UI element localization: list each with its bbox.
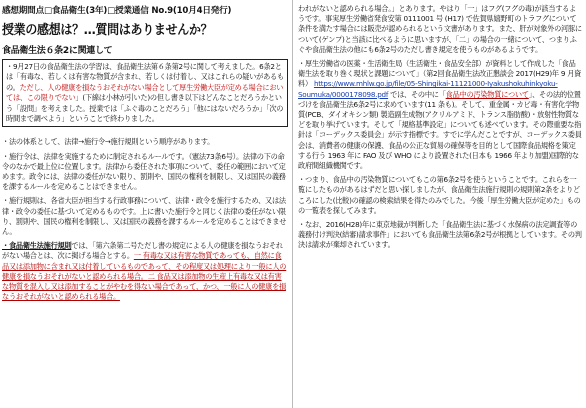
left-column	[2, 0, 288, 408]
paragraph-contaminants: ・つまり、食品中の汚染物質についてもこの第6条2号を使うということです。これらを一覧にしたものがあるはずだと思い探しましたが、食品衛生法施行規則の規則第2条をよりどころにした(比較)の確認の検索結果を得たのみでした。今後「厚生労働大臣が定めた」ものの一覧表を探してみます。	[298, 175, 581, 215]
rules-item-1: 一 有毒な又は有害な物質であっても、自然に食品又は添加物に含まれ又は付着しているものであって、その程度又は処理により一般に人の健康を損なうおそれがないと認められる場合。	[2, 251, 287, 281]
paragraph-court-case: ・なお、2016(H28)年に東京地裁が判断した「食品衛生法に基づく水保病の法定調査等の義務付け判決(結審)請求事件」においても食品衛生法第6条2号が根拠としています。その判決は請求が棄却されています。	[298, 220, 582, 250]
rules-text: では、「第六条第二号ただし書の規定による人の健康を損なうおそれがない場合とは、次に掲げる場合とする。	[2, 241, 283, 261]
section-subtitle: 食品衛生法６条2に関連して	[2, 46, 113, 56]
newsletter-header: 感想期間点□食品衛生(3年)□授業通信 No.9(10月4日発行)	[2, 6, 232, 16]
right-column	[298, 0, 582, 408]
rules-label: ・食品衛生法施行規則	[2, 241, 72, 251]
mhlw-text-3: 」、その法的位置づけを食品衛生法6条2号に求めています(11 条も)。そして、重金属・カビ毒・有害化学物質(PCB、ダイオキシン類) 製造副生成物(アクリルアミド、トランス脂肪酸)・放射性物質などを取り挙げています。そして「規格基準設定」についても述べています。その際重要な指針は「コーデックス委員会」が示す指標です。すでに学んだことですが、コーデックス委員会は、消費者の健康の保護、食品の公正な貿易の確保等を目的として国際食品規格を策定する行う 1963 年に FAO 及び WHO により設置された(日本も 1966 年より加盟)国際的な政府間組織機関です。	[298, 89, 582, 171]
paragraph-law-hierarchy: ・法の体系として、法律→施行令→施行規則という順序があります。	[2, 137, 215, 147]
paragraph-mhlw-document	[298, 59, 582, 171]
summary-box	[2, 59, 288, 127]
paragraph-sanitation-rules	[2, 241, 288, 302]
newsletter-banner-title: 授業の感想は？…質問はありませんか？	[2, 23, 213, 38]
rules-item-2: 二 食品又は添加物の生産上有毒な又は有害な物質を混入し又は添加することがやむを得ない場合であって、かつ、一般に人の健康を損なうおそれがないと認められる場合。	[2, 271, 286, 302]
summary-text-1: ・9月27日の食品衛生法の学習は、食品衛生法第６条第2号に関して考えました。6条2とは「有毒な、若しくは有害な物質が含まれ、若しくは付着し、又はこれらの疑いがあるもの。	[6, 62, 284, 92]
mhlw-highlight: 食品中の汚染物質について	[445, 89, 529, 99]
summary-text-2: 」(下線は小林が引いた)の但し書き以下はどんなことだろうかという「設問」を考えました。授業では「ふぐ毒のことだろう」「他にはないだろうか」「次の時間まで調べよう」ということで終わりました。	[6, 93, 284, 124]
paragraph-enforcement-order: ・施行令は、法律を実施するために制定されるルールです。（憲法73条6号）。法律の下の命令のなかで最上位に位置します。法律から委任された事項について、委任の範囲において定めます。政令には、法律の委任がない限り、罰則や、国民の権利を制限し、又は国民の義務を課するルールを定めることはできません。	[2, 151, 286, 192]
mhlw-text-1: ・厚生労働省の医薬・生活衛生局（生活衛生・食品安全部）が資料として作成した「食品衛生法を取り巻く現状と課題について」（第2回食品衛生法改正懇談会 2017(H29)年 9 月資料）	[298, 59, 582, 89]
paragraph-fugu: われがないと認められる場合。」とあります。やはり「一」はフグ(フグの毒)が該当するようです。事実厚生労働省発食安第 0111001 号 (H17) で佐賀県嬉野町のトラフグについて条件を満たす場合には販売が認められるという文書があります。また、肝が対象外の河豚について(ゲンプ)と当該に比べるように思いますが、「二」の場合の一緒について、つまりふぐや食品衛生法の他にも6条2号のただし書き規定を使うものがあるようです。	[298, 4, 582, 54]
mhlw-link[interactable]: https://www.mhlw.go.jp/file/05-Shingikai-11121000-Iyakushokuhinkyoku-Soumuka/0000178098.pdf	[298, 79, 558, 99]
paragraph-enforcement-rules: ・施行規則は、各省大臣が担当する行政事務について、法律・政令を施行するため、又は法律・政令の委任に基づいて定めるものです。上に書いた施行令と同じく法律の委任がない限り、罰則や、国民の権利を制限し、又は国民の義務を課するルールを定めることはできません。	[2, 196, 287, 237]
column-divider	[292, 0, 293, 408]
summary-highlight: ただし、人の健康を損なうおそれがない場合として厚生労働大臣が定める場合においては、この限りでない	[6, 82, 284, 103]
mhlw-text-2: では、その中に「	[390, 89, 446, 99]
